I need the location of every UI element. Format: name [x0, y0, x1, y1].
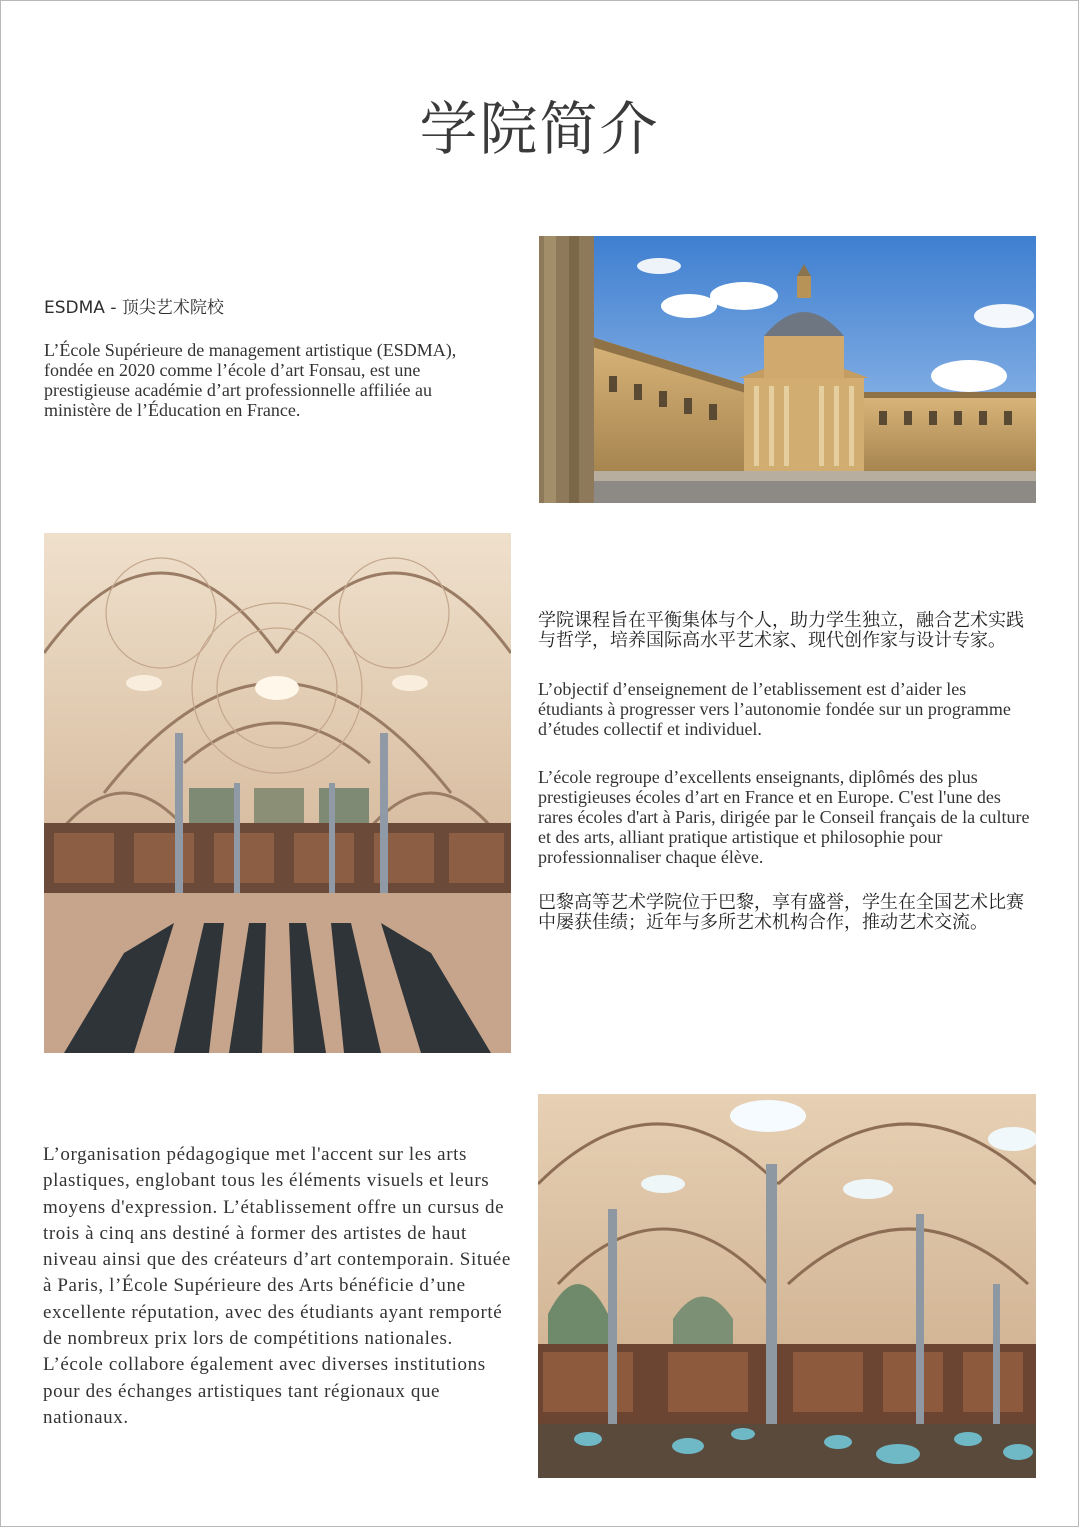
bottom-paragraph: L’organisation pédagogique met l'accent sur les arts plastiques, englobant tous les éléments visuels et leurs moyens d'expression. L’établissement offre un cursus de trois à cinq ans destiné à former des artistes de haut niveau ainsi que des créateurs d’art contemporain. Située à Paris, l’École Supérieure des Arts bénéficie d’une excellente réputation, avec des étudiants ayant remporté de nombreux prix lors de compétitions nationales. L’école collabore également avec diverses institutions pour des échanges artistiques tant régionaux que nationaux. [43, 1144, 511, 1428]
intro-paragraph: L’École Supérieure de management artistique (ESDMA), fondée en 2020 comme l’école d’art Fonsau, est une prestigieuse académie d’art professionnelle affiliée au ministère de l’Éducation en France. [44, 340, 457, 420]
page-title: 学院简介 [419, 95, 660, 163]
bottom-section [43, 1142, 518, 1431]
middle-fr-paragraph-2: L’école regroupe d’excellents enseignants, diplômés des plus prestigieuses écoles d’art en France et en Europe. C'est l'une des rares écoles d'art à Paris, dirigée par le Conseil français de la culture et des arts, alliant pratique artistique et philosophie pour professionnaliser chaque élève. [538, 767, 1030, 867]
reading-room-interior-photo [538, 1094, 1036, 1478]
middle-section [538, 611, 1033, 933]
intro-subtitle: ESDMA - 顶尖艺术院校 [44, 298, 224, 318]
middle-fr-paragraph-1: L’objectif d’enseignement de l’etablissement est d’aider les étudiants à progresser vers l’autonomie fondée sur un programme d’études collectif et individuel. [538, 679, 1011, 739]
institute-building-photo [539, 236, 1036, 503]
middle-zh-paragraph-1: 学院课程旨在平衡集体与个人，助力学生独立，融合艺术实践与哲学，培养国际高水平艺术家、现代创作家与设计专家。 [538, 610, 1024, 651]
intro-section [44, 293, 484, 420]
middle-zh-paragraph-2: 巴黎高等艺术学院位于巴黎，享有盛誉，学生在全国艺术比赛中屡获佳绩；近年与多所艺术机构合作，推动艺术交流。 [538, 892, 1024, 933]
reading-room-vault-photo [44, 533, 511, 1053]
